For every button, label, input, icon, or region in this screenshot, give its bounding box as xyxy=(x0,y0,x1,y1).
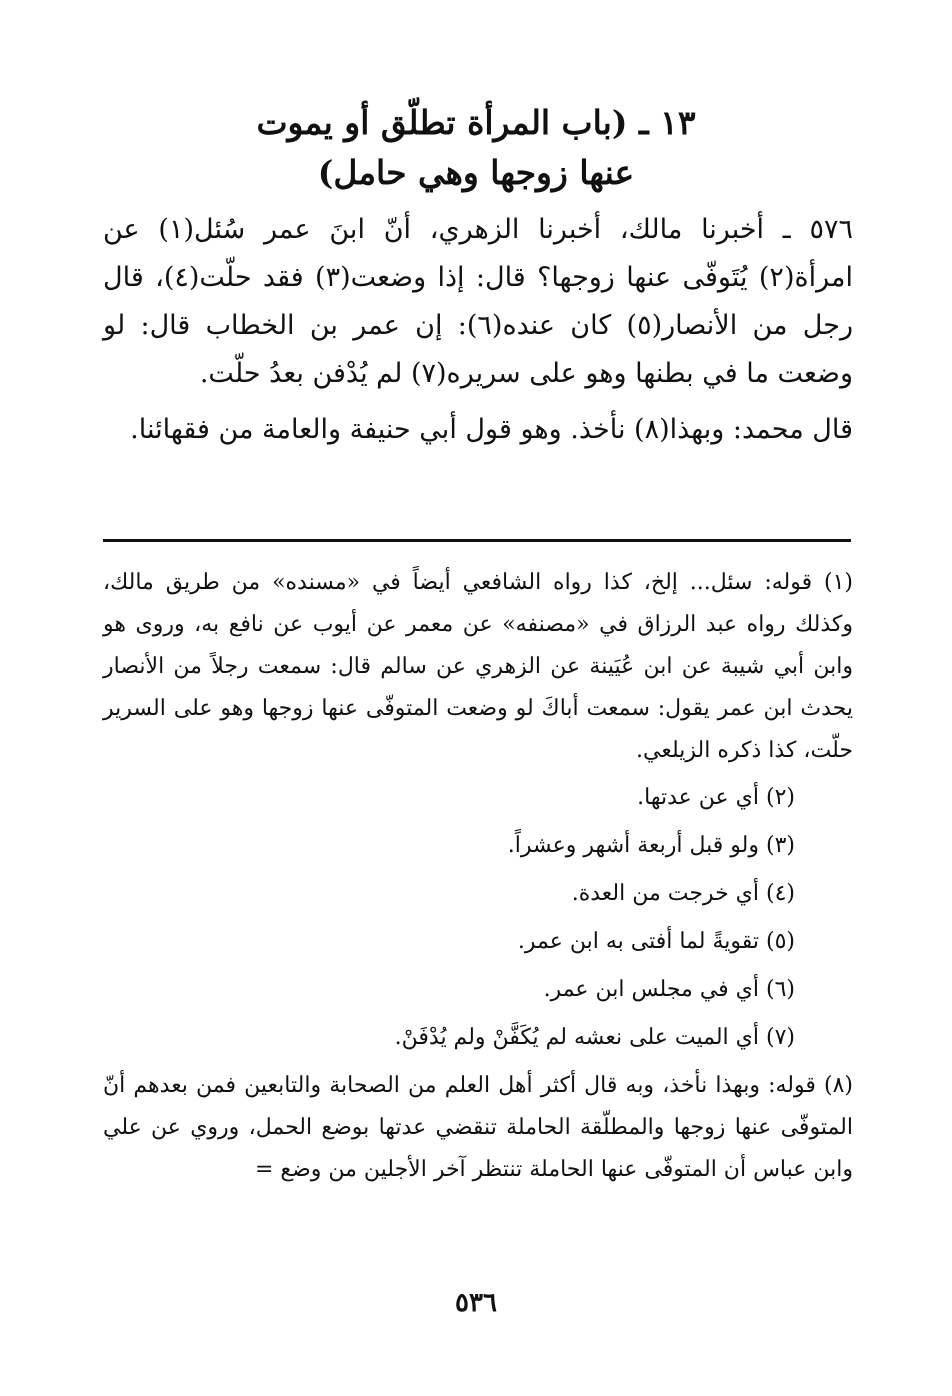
hadith-paragraph: ٥٧٦ ـ أخبرنا مالك، أخبرنا الزهري، أنّ ابنَ عمر سُئل(١) عن امرأة(٢) يُتَوفّى عنها زوجها؟ قال: إذا وضعت(٣) فقد حلّت(٤)، قال رجل من الأنصار(٥) كان عنده(٦): إن عمر بن الخطاب قال: لو وضعت ما في بطنها وهو على سريره(٧) لم يُدْفن بعدُ حلّت. xyxy=(103,214,854,389)
footnote-3: (٣) ولو قبل أربعة أشهر وعشراً. xyxy=(507,833,795,858)
footnote-6: (٦) أي في مجلس ابن عمر. xyxy=(543,977,795,1002)
footnote-5: (٥) تقويةً لما أفتى به ابن عمر. xyxy=(517,929,795,954)
chapter-title-line-2: عنها زوجها وهي حامل) xyxy=(317,153,635,192)
footnote-7: (٧) أي الميت على نعشه لم يُكَفَّنْ ولم يُدْفَنْ. xyxy=(394,1025,795,1050)
footnote-8: (٨) قوله: وبهذا نأخذ، وبه قال أكثر أهل العلم من الصحابة والتابعين فمن بعدهم أنّ المتوفّى عنها زوجها والمطلّقة الحاملة تنقضي عدتها بوضع الحمل، وروي عن علي وابن عباس أن المتوفّى عنها الحاملة تنتظر آخر الأجلين من وضع = xyxy=(103,1073,853,1182)
chapter-title-line-1: ١٣ ـ (باب المرأة تطلّق أو يموت xyxy=(256,103,696,142)
main-text xyxy=(103,206,853,454)
footnote-separator xyxy=(103,539,851,542)
footnote-4: (٤) أي خرجت من العدة. xyxy=(571,881,795,906)
footnote-2: (٢) أي عن عدتها. xyxy=(637,785,795,810)
footnotes xyxy=(103,562,853,1191)
page-number: ٥٣٦ xyxy=(455,1288,497,1318)
commentary-paragraph: قال محمد: وبهذا(٨) نأخذ. وهو قول أبي حنيفة والعامة من فقهائنا. xyxy=(130,414,853,445)
footnote-1: (١) قوله: سئل... إلخ، كذا رواه الشافعي أيضاً في «مسنده» من طريق مالك، وكذلك رواه عبد الرزاق في «مصنفه» عن معمر عن أيوب عن نافع به، وروى هو وابن أبي شيبة عن ابن عُيَينة عن الزهري عن سالم قال: سمعت رجلاً من الأنصار يحدث ابن عمر يقول: سمعت أباكَ لو وضعت المتوفّى عنها زوجها وهو على السرير حلّت، كذا ذكره الزيلعي. xyxy=(103,570,853,763)
